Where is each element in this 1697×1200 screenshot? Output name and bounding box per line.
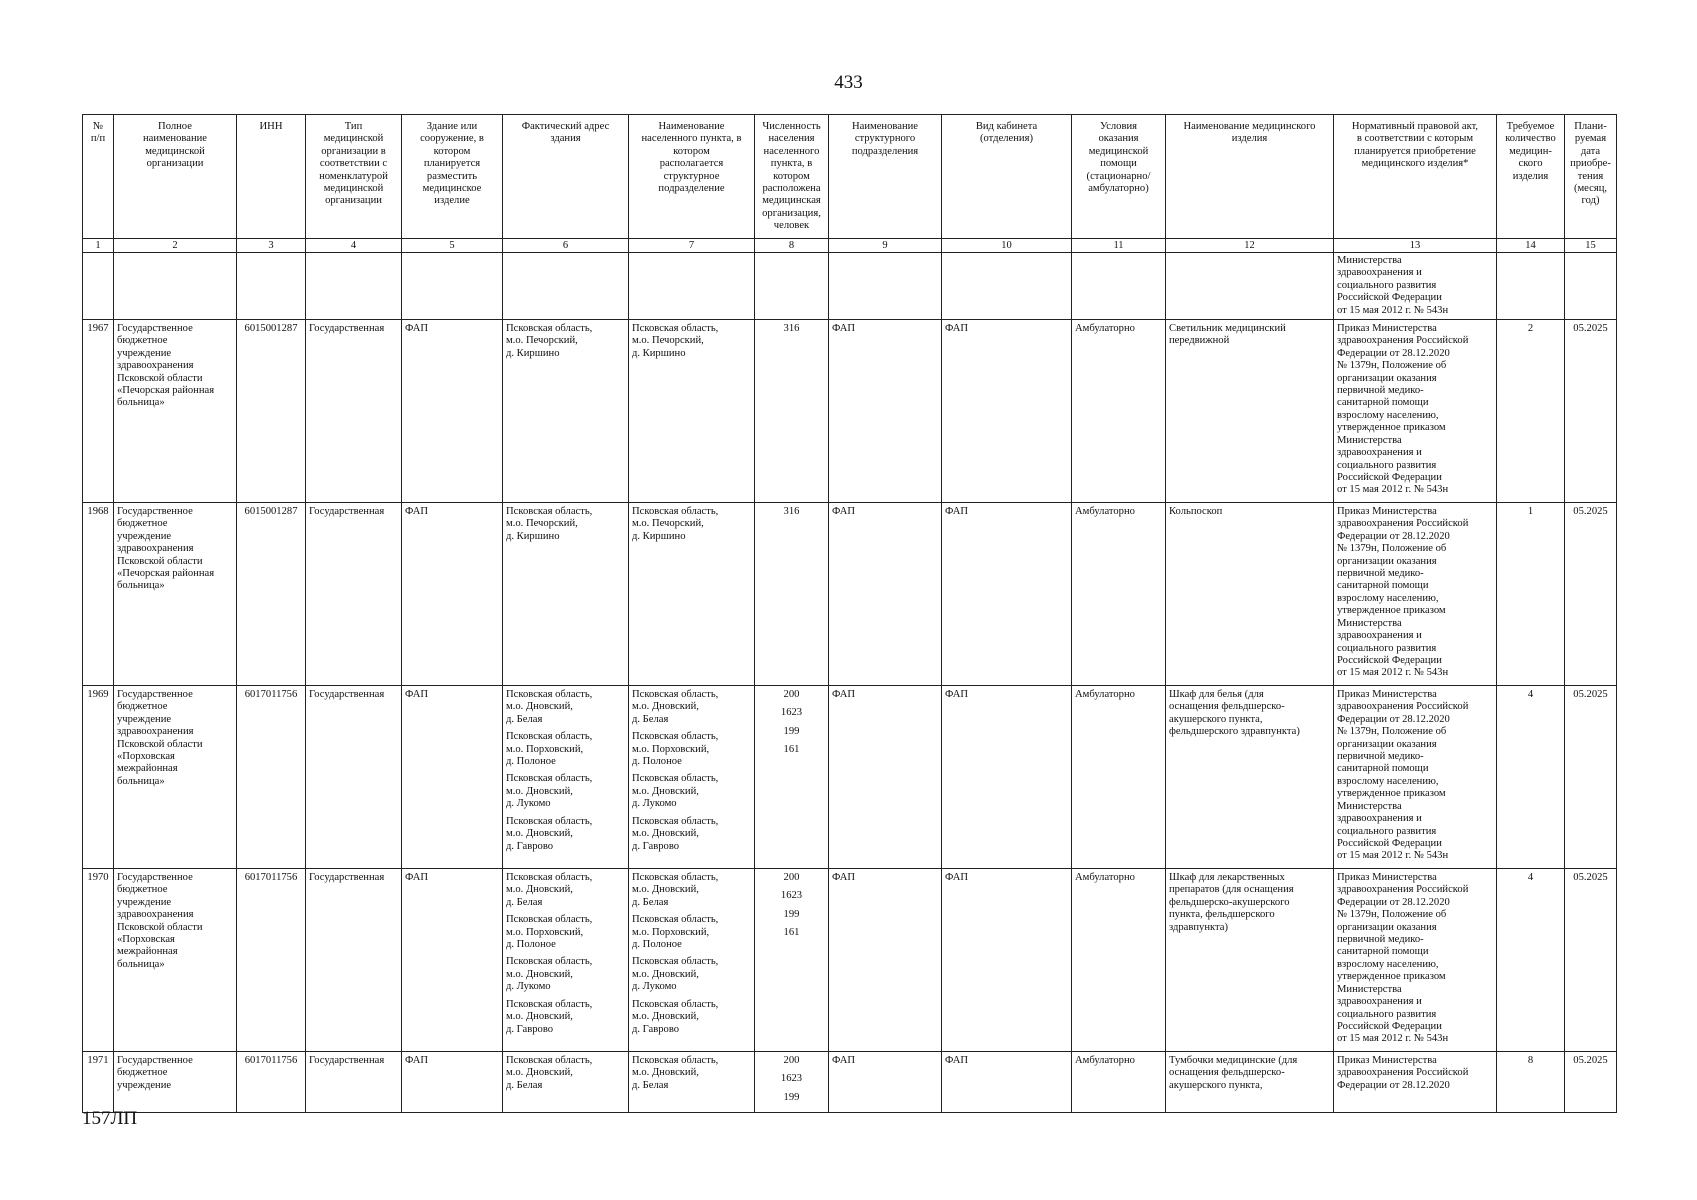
address-cell-item: Псковская область, м.о. Дновский, д. Белая <box>506 689 593 725</box>
structural-unit: ФАП <box>829 869 942 1052</box>
population-cell-item: 1623 <box>780 707 803 719</box>
address-cell-item: Псковская область, м.о. Печорский, д. Киршино <box>506 323 593 359</box>
quantity-cell: 1 <box>1497 503 1565 686</box>
device-name: Кольпоскоп <box>1166 503 1334 686</box>
header-cell: Тип медицинской организации в соответствии с номенклатурой медицинской организации <box>306 115 402 239</box>
address-cell-item: Псковская область, м.о. Дновский, д. Белая <box>506 1055 593 1091</box>
table-row <box>83 686 1617 869</box>
locality-cell-item: Псковская область, м.о. Печорский, д. Киршино <box>632 323 719 359</box>
care-conditions: Амбулаторно <box>1072 320 1166 503</box>
address-cell <box>503 1052 629 1113</box>
header-cell: Требуемое количество медицин- ского изделия <box>1497 115 1565 239</box>
legal-act: Приказ Министерства здравоохранения Российской Федерации от 28.12.2020 № 1379н, Положение об организации оказания первичной медико- санитарной помощи взрослому населению, утвержденное приказом Министерства здравоохранения и социального развития Российской Федерации от 15 мая 2012 г. № 543н <box>1334 320 1497 503</box>
page-number: 433 <box>834 72 863 93</box>
locality-cell-item: Псковская область, м.о. Дновский, д. Гаврово <box>632 998 719 1035</box>
purchase-date: 05.2025 <box>1565 869 1617 1052</box>
purchase-date: 05.2025 <box>1565 1052 1617 1113</box>
care-conditions: Амбулаторно <box>1072 869 1166 1052</box>
inn-cell: 6017011756 <box>237 869 306 1052</box>
quantity-cell: 8 <box>1497 1052 1565 1113</box>
building-cell: ФАП <box>402 869 503 1052</box>
legal-act: Приказ Министерства здравоохранения Российской Федерации от 28.12.2020 № 1379н, Положение об организации оказания первичной медико- санитарной помощи взрослому населению, утвержденное приказом Министерства здравоохранения и социального развития Российской Федерации от 15 мая 2012 г. № 543н <box>1334 869 1497 1052</box>
header-cell: Здание или сооружение, в котором планируется разместить медицинское изделие <box>402 115 503 239</box>
header-cell: Вид кабинета (отделения) <box>942 115 1072 239</box>
address-cell-item: Псковская область, м.о. Дновский, д. Гаврово <box>506 998 593 1035</box>
cabinet-type: ФАП <box>942 686 1072 869</box>
quantity-cell: 4 <box>1497 686 1565 869</box>
table-row <box>83 869 1617 1052</box>
locality-cell-item: Псковская область, м.о. Дновский, д. Лукомо <box>632 956 719 993</box>
structural-unit: ФАП <box>829 1052 942 1113</box>
table-row <box>83 320 1617 503</box>
row-number: 1971 <box>83 1052 114 1113</box>
column-number: 15 <box>1565 239 1617 253</box>
inn-cell: 6015001287 <box>237 320 306 503</box>
population-cell <box>755 320 829 503</box>
population-cell <box>755 869 829 1052</box>
building-cell: ФАП <box>402 503 503 686</box>
building-cell: ФАП <box>402 686 503 869</box>
locality-cell-item: Псковская область, м.о. Дновский, д. Белая <box>632 1055 719 1091</box>
legal-act: Приказ Министерства здравоохранения Российской Федерации от 28.12.2020 <box>1334 1052 1497 1113</box>
population-cell <box>755 503 829 686</box>
purchase-date: 05.2025 <box>1565 686 1617 869</box>
address-cell-item: Псковская область, м.о. Дновский, д. Лукомо <box>506 773 593 810</box>
row-number: 1967 <box>83 320 114 503</box>
header-cell: № п/п <box>83 115 114 239</box>
population-cell-item: 199 <box>783 1091 800 1103</box>
organization-type: Государственная <box>306 320 402 503</box>
address-cell-item: Псковская область, м.о. Порховский, д. Полоное <box>506 731 593 768</box>
structural-unit: ФАП <box>829 686 942 869</box>
purchase-date: 05.2025 <box>1565 503 1617 686</box>
column-number: 2 <box>114 239 237 253</box>
organization-type: Государственная <box>306 1052 402 1113</box>
organization-type: Государственная <box>306 869 402 1052</box>
population-cell-item: 316 <box>783 506 800 518</box>
row-number: 1970 <box>83 869 114 1052</box>
organization-type: Государственная <box>306 503 402 686</box>
column-number: 5 <box>402 239 503 253</box>
address-cell <box>503 869 629 1052</box>
organization-name: Государственное бюджетное учреждение здравоохранения Псковской области «Порховская межрайонная больница» <box>114 686 237 869</box>
population-cell-item: 199 <box>783 725 800 737</box>
column-number: 1 <box>83 239 114 253</box>
care-conditions: Амбулаторно <box>1072 503 1166 686</box>
locality-cell <box>629 320 755 503</box>
header-cell: Наименование медицинского изделия <box>1166 115 1334 239</box>
continuation-row <box>83 253 1617 320</box>
column-number: 10 <box>942 239 1072 253</box>
header-cell: Полное наименование медицинской организации <box>114 115 237 239</box>
medical-devices-table <box>82 114 1617 1113</box>
address-cell <box>503 686 629 869</box>
column-number: 4 <box>306 239 402 253</box>
footer-code: 157ЛП <box>82 1108 138 1129</box>
locality-cell-item: Псковская область, м.о. Дновский, д. Белая <box>632 872 719 908</box>
locality-cell <box>629 686 755 869</box>
population-cell-item: 1623 <box>780 1073 803 1085</box>
cabinet-type: ФАП <box>942 320 1072 503</box>
quantity-cell: 4 <box>1497 869 1565 1052</box>
locality-cell-item: Псковская область, м.о. Дновский, д. Лукомо <box>632 773 719 810</box>
address-cell-item: Псковская область, м.о. Дновский, д. Гаврово <box>506 815 593 852</box>
purchase-date: 05.2025 <box>1565 320 1617 503</box>
column-number: 13 <box>1334 239 1497 253</box>
locality-cell-item: Псковская область, м.о. Дновский, д. Гаврово <box>632 815 719 852</box>
address-cell <box>503 320 629 503</box>
inn-cell: 6017011756 <box>237 686 306 869</box>
population-cell <box>755 1052 829 1113</box>
column-number: 12 <box>1166 239 1334 253</box>
header-cell: Фактический адрес здания <box>503 115 629 239</box>
population-cell-item: 199 <box>783 908 800 920</box>
continuation-act-text: Министерства здравоохранения и социального развития Российской Федерации от 15 мая 2012 г. № 543н <box>1334 253 1497 320</box>
care-conditions: Амбулаторно <box>1072 1052 1166 1113</box>
cabinet-type: ФАП <box>942 869 1072 1052</box>
care-conditions: Амбулаторно <box>1072 686 1166 869</box>
device-name: Шкаф для белья (для оснащения фельдшерско- акушерского пункта, фельдшерского здравпункта) <box>1166 686 1334 869</box>
column-number: 6 <box>503 239 629 253</box>
population-cell-item: 161 <box>783 927 800 939</box>
population-cell-item: 1623 <box>780 890 803 902</box>
column-number: 7 <box>629 239 755 253</box>
population-cell-item: 316 <box>783 323 800 335</box>
structural-unit: ФАП <box>829 320 942 503</box>
structural-unit: ФАП <box>829 503 942 686</box>
header-row <box>83 115 1617 239</box>
header-cell: Условия оказания медицинской помощи (стационарно/ амбулаторно) <box>1072 115 1166 239</box>
population-cell-item: 200 <box>783 1055 800 1067</box>
cabinet-type: ФАП <box>942 1052 1072 1113</box>
column-number: 11 <box>1072 239 1166 253</box>
device-name: Шкаф для лекарственных препаратов (для оснащения фельдшерско-акушерского пункта, фельдшерского здравпункта) <box>1166 869 1334 1052</box>
table-row <box>83 1052 1617 1113</box>
building-cell: ФАП <box>402 1052 503 1113</box>
device-name: Светильник медицинский передвижной <box>1166 320 1334 503</box>
quantity-cell: 2 <box>1497 320 1565 503</box>
population-cell <box>755 686 829 869</box>
inn-cell: 6015001287 <box>237 503 306 686</box>
header-cell: Нормативный правовой акт, в соответствии с которым планируется приобретение медицинского изделия* <box>1334 115 1497 239</box>
population-cell-item: 161 <box>783 744 800 756</box>
locality-cell-item: Псковская область, м.о. Печорский, д. Киршино <box>632 506 719 542</box>
locality-cell <box>629 869 755 1052</box>
organization-name: Государственное бюджетное учреждение здравоохранения Псковской области «Печорская районная больница» <box>114 503 237 686</box>
organization-name: Государственное бюджетное учреждение <box>114 1052 237 1113</box>
row-number: 1968 <box>83 503 114 686</box>
column-number: 3 <box>237 239 306 253</box>
address-cell-item: Псковская область, м.о. Печорский, д. Киршино <box>506 506 593 542</box>
column-number: 8 <box>755 239 829 253</box>
locality-cell-item: Псковская область, м.о. Дновский, д. Белая <box>632 689 719 725</box>
inn-cell: 6017011756 <box>237 1052 306 1113</box>
column-number: 9 <box>829 239 942 253</box>
population-cell-item: 200 <box>783 689 800 701</box>
column-number-row <box>83 239 1617 253</box>
row-number: 1969 <box>83 686 114 869</box>
address-cell-item: Псковская область, м.о. Дновский, д. Лукомо <box>506 956 593 993</box>
address-cell-item: Псковская область, м.о. Дновский, д. Белая <box>506 872 593 908</box>
organization-type: Государственная <box>306 686 402 869</box>
locality-cell-item: Псковская область, м.о. Порховский, д. Полоное <box>632 731 719 768</box>
header-cell: Численность населения населенного пункта, в котором расположена медицинская организация, человек <box>755 115 829 239</box>
address-cell <box>503 503 629 686</box>
population-cell-item: 200 <box>783 872 800 884</box>
organization-name: Государственное бюджетное учреждение здравоохранения Псковской области «Печорская районная больница» <box>114 320 237 503</box>
locality-cell-item: Псковская область, м.о. Порховский, д. Полоное <box>632 914 719 951</box>
locality-cell <box>629 503 755 686</box>
legal-act: Приказ Министерства здравоохранения Российской Федерации от 28.12.2020 № 1379н, Положение об организации оказания первичной медико- санитарной помощи взрослому населению, утвержденное приказом Министерства здравоохранения и социального развития Российской Федерации от 15 мая 2012 г. № 543н <box>1334 503 1497 686</box>
organization-name: Государственное бюджетное учреждение здравоохранения Псковской области «Порховская межрайонная больница» <box>114 869 237 1052</box>
building-cell: ФАП <box>402 320 503 503</box>
legal-act: Приказ Министерства здравоохранения Российской Федерации от 28.12.2020 № 1379н, Положение об организации оказания первичной медико- санитарной помощи взрослому населению, утвержденное приказом Министерства здравоохранения и социального развития Российской Федерации от 15 мая 2012 г. № 543н <box>1334 686 1497 869</box>
header-cell: ИНН <box>237 115 306 239</box>
header-cell: Наименование структурного подразделения <box>829 115 942 239</box>
cabinet-type: ФАП <box>942 503 1072 686</box>
address-cell-item: Псковская область, м.о. Порховский, д. Полоное <box>506 914 593 951</box>
table-row <box>83 503 1617 686</box>
header-cell: Плани- руемая дата приобре- тения (месяц, год) <box>1565 115 1617 239</box>
header-cell: Наименование населенного пункта, в котором располагается структурное подразделение <box>629 115 755 239</box>
column-number: 14 <box>1497 239 1565 253</box>
device-name: Тумбочки медицинские (для оснащения фельдшерско- акушерского пункта, <box>1166 1052 1334 1113</box>
locality-cell <box>629 1052 755 1113</box>
